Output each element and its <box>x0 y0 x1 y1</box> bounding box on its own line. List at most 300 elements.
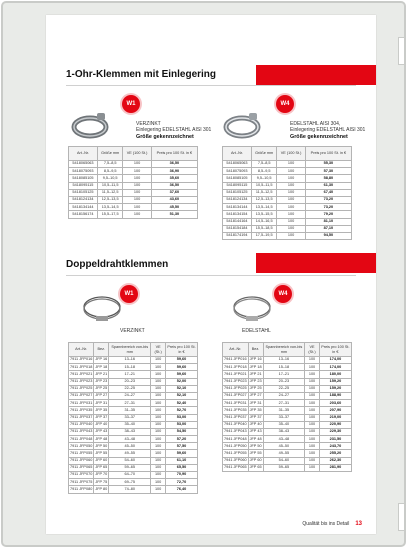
table-cell: 7941 JFP016 <box>223 357 249 364</box>
table-cell: 7911 JFP037 <box>69 414 94 421</box>
table-cell: JFP 21 <box>94 371 109 378</box>
table-cell: 13,5–15,5 <box>251 211 276 218</box>
table-cell: 54,50 <box>166 428 198 435</box>
table-cell: 45,50 <box>151 204 197 211</box>
table-cell: 33–37 <box>109 414 151 421</box>
table-cell: 49–55 <box>263 450 305 457</box>
table-cell: 5418065063 <box>69 161 98 168</box>
table-cell: JFP 35 <box>248 407 263 414</box>
table-cell: 65,50 <box>166 464 198 471</box>
catalog-page <box>46 15 376 534</box>
table-cell: 13,5–14,5 <box>251 204 276 211</box>
table-row <box>69 486 198 493</box>
table-cell: 100 <box>305 436 320 443</box>
table-cell: 72,70 <box>166 479 198 486</box>
table-header-cell: VE (100 St.) <box>123 147 151 161</box>
table-cell: 35–40 <box>263 421 305 428</box>
table-row <box>69 464 198 471</box>
table-cell: 7941 JFP025 <box>223 385 249 392</box>
table-row <box>69 371 198 378</box>
table-header-cell: VE (100 St.) <box>277 147 305 161</box>
table-cell: JFP 40 <box>94 421 109 428</box>
table-cell: 22–25 <box>109 385 151 392</box>
table-cell: 7941 JFP065 <box>223 464 249 471</box>
table-cell: 7941 JFP060 <box>223 457 249 464</box>
table-cell: JFP 18 <box>94 364 109 371</box>
table-cell: 43,60 <box>151 196 197 203</box>
section2-right-badge: W4 <box>274 285 292 303</box>
table-header-cell: Preis pro 100 St. in € <box>305 147 351 161</box>
table-cell: 5418124134 <box>223 196 252 203</box>
table-cell: 100 <box>151 407 166 414</box>
table-row <box>69 385 198 392</box>
table-cell: 100 <box>305 443 320 450</box>
table-cell: 59,60 <box>166 371 198 378</box>
section1-red-bar <box>256 65 376 85</box>
table-cell: 12,5–13,5 <box>251 196 276 203</box>
table-header-cell: Art.-Nr. <box>223 343 249 357</box>
table-cell: 57,30 <box>305 168 351 175</box>
section1-left-line1: VERZINKT <box>136 121 161 127</box>
table-cell: 100 <box>277 232 305 239</box>
table-cell: 229,30 <box>319 428 351 435</box>
section2-rule <box>66 275 356 276</box>
table-cell: 7911 JFP075 <box>69 479 94 486</box>
section1-right-info <box>290 121 365 140</box>
table-cell: 24–27 <box>109 392 151 399</box>
footer-text: Qualität bis ins Detail <box>302 521 350 527</box>
section1-left-badge: W1 <box>122 95 140 113</box>
table-cell: 7911 JFP027 <box>69 392 94 399</box>
table-cell: JFP 25 <box>94 385 109 392</box>
table-cell: 15–18 <box>263 364 305 371</box>
table-cell: 35–40 <box>109 421 151 428</box>
table-cell: 58,80 <box>305 175 351 182</box>
table-cell: 100 <box>123 211 151 218</box>
table-header-cell: Bez. <box>248 343 263 357</box>
table-cell: 100 <box>277 182 305 189</box>
table-header-cell: Bez. <box>94 343 109 357</box>
table-row <box>69 428 198 435</box>
table-header-row <box>69 343 198 357</box>
table-cell: 9,5–10,5 <box>251 175 276 182</box>
section1-left-info <box>136 121 211 140</box>
table-cell: 79,20 <box>305 211 351 218</box>
table-cell: 100 <box>305 457 320 464</box>
table-row <box>69 450 198 457</box>
table-row <box>223 175 352 182</box>
table-cell: 27–31 <box>263 400 305 407</box>
table-cell: 7911 JFP043 <box>69 428 94 435</box>
table-cell: 100 <box>305 464 320 471</box>
table-cell: 57,20 <box>166 436 198 443</box>
table-cell: JFP 70 <box>94 472 109 479</box>
table-cell: 100 <box>151 464 166 471</box>
table-cell: 231,50 <box>319 436 351 443</box>
table-cell: 7911 JFP048 <box>69 436 94 443</box>
table-cell: JFP 55 <box>94 450 109 457</box>
table-cell: 33–37 <box>263 414 305 421</box>
table-cell: 51,30 <box>151 211 197 218</box>
table-cell: 61,30 <box>305 182 351 189</box>
table-cell: 13–16 <box>263 357 305 364</box>
table-cell: 7911 JFP055 <box>69 450 94 457</box>
table-cell: 100 <box>277 204 305 211</box>
page-footer <box>302 521 362 527</box>
page-number: 13 <box>355 521 362 527</box>
table-cell: 5418085105 <box>223 175 252 182</box>
table-cell: 7911 JFP050 <box>69 443 94 450</box>
ear-clamp-steel-icon <box>222 107 270 139</box>
table-cell: 100 <box>151 457 166 464</box>
table-cell: 203,60 <box>319 400 351 407</box>
table-cell: 100 <box>305 400 320 407</box>
table-cell: 5418124134 <box>69 196 98 203</box>
table-cell: 100 <box>305 428 320 435</box>
table-header-cell: VE (St.) <box>151 343 166 357</box>
table-row <box>69 392 198 399</box>
table-row <box>69 472 198 479</box>
table-cell: 5418105125 <box>223 189 252 196</box>
table-cell: 100 <box>277 168 305 175</box>
sleeve-tab-top[interactable] <box>398 37 404 65</box>
table-cell: JFP 43 <box>248 428 263 435</box>
table-row <box>223 457 352 464</box>
table-row <box>69 168 198 175</box>
table-row <box>69 436 198 443</box>
table-cell: 100 <box>151 357 166 364</box>
table-cell: 7941 JFP043 <box>223 428 249 435</box>
table-cell: 36,50 <box>151 161 197 168</box>
table-cell: 59,60 <box>166 364 198 371</box>
table-cell: 15,5–17,5 <box>97 211 122 218</box>
table-cell: 7941 JFP023 <box>223 378 249 385</box>
table-row <box>69 400 198 407</box>
table-row <box>223 232 352 239</box>
table-cell: 7941 JFP027 <box>223 392 249 399</box>
table-cell: 100 <box>277 161 305 168</box>
section1-left-table <box>68 146 198 219</box>
table-cell: JFP 60 <box>94 457 109 464</box>
table-cell: 100 <box>123 189 151 196</box>
table-row <box>69 421 198 428</box>
table-cell: 5418065063 <box>223 161 252 168</box>
table-cell: 59–65 <box>263 464 305 471</box>
table-cell: 7911 JFP025 <box>69 385 94 392</box>
section1-left-line3: Größe gekennzeichnet <box>136 133 194 140</box>
table-cell: JFP 40 <box>248 421 263 428</box>
table-cell: 159,20 <box>319 385 351 392</box>
table-row <box>223 211 352 218</box>
table-row <box>69 443 198 450</box>
sleeve-tab-bottom[interactable] <box>398 503 404 531</box>
table-row <box>223 421 352 428</box>
table-cell: JFP 27 <box>248 392 263 399</box>
table-cell: 53,00 <box>166 414 198 421</box>
table-cell: 100 <box>151 414 166 421</box>
table-cell: 38–43 <box>109 428 151 435</box>
table-cell: 100 <box>305 385 320 392</box>
table-cell: 100 <box>123 161 151 168</box>
table-cell: 100 <box>123 168 151 175</box>
table-header-cell: Größe mm <box>251 147 276 161</box>
table-header-cell: Spannbereich von-bis mm <box>263 343 305 357</box>
table-cell: 7911 JFP023 <box>69 378 94 385</box>
table-cell: 174,00 <box>319 364 351 371</box>
table-cell: 7911 JFP031 <box>69 400 94 407</box>
table-cell: 5418154184 <box>223 225 252 232</box>
table-row <box>223 364 352 371</box>
table-cell: 7941 JFP037 <box>223 414 249 421</box>
table-cell: 219,00 <box>319 414 351 421</box>
table-cell: 100 <box>305 364 320 371</box>
table-cell: 5418134144 <box>69 204 98 211</box>
table-cell: 81,10 <box>305 218 351 225</box>
table-cell: 5418095115 <box>69 182 98 189</box>
table-cell: 100 <box>151 443 166 450</box>
table-cell: 100 <box>151 371 166 378</box>
table-cell: 100 <box>123 175 151 182</box>
table-cell: 5418075093 <box>223 168 252 175</box>
section1-left-line2: Einlegering EDELSTAHL AISI 301 <box>136 127 212 134</box>
table-cell: 100 <box>277 218 305 225</box>
table-cell: 87,10 <box>305 225 351 232</box>
table-cell: 11,5–12,5 <box>97 189 122 196</box>
table-cell: 100 <box>277 225 305 232</box>
table-header-cell: Größe mm <box>97 147 122 161</box>
table-row <box>223 428 352 435</box>
table-cell: 7941 JFP055 <box>223 450 249 457</box>
table-row <box>223 189 352 196</box>
table-cell: 5418075093 <box>69 168 98 175</box>
table-cell: JFP 37 <box>248 414 263 421</box>
table-cell: 11,5–12,5 <box>251 189 276 196</box>
table-cell: 100 <box>123 204 151 211</box>
table-cell: 100 <box>151 400 166 407</box>
section1-title: 1-Ohr-Klemmen mit Einlegering <box>66 69 217 80</box>
table-cell: 52,10 <box>166 385 198 392</box>
table-cell: 54–60 <box>263 457 305 464</box>
table-cell: 100 <box>123 196 151 203</box>
table-cell: 100 <box>305 371 320 378</box>
section2-right-label: EDELSTAHL <box>242 328 271 334</box>
table-cell: 7941 JFP040 <box>223 421 249 428</box>
table-cell: 220,90 <box>319 421 351 428</box>
section2-title: Doppeldrahtklemmen <box>66 259 169 270</box>
table-cell: 5418144164 <box>223 218 252 225</box>
table-cell: 13–16 <box>109 357 151 364</box>
table-cell: 49–55 <box>109 450 151 457</box>
table-cell: 100 <box>277 175 305 182</box>
table-row <box>223 168 352 175</box>
table-row <box>69 204 198 211</box>
table-cell: 100 <box>305 357 320 364</box>
table-cell: 5418156174 <box>69 211 98 218</box>
table-cell: 74–80 <box>109 486 151 493</box>
table-cell: 174,00 <box>319 357 351 364</box>
table-cell: 243,70 <box>319 443 351 450</box>
table-row <box>69 182 198 189</box>
table-cell: 8,5–9,5 <box>251 168 276 175</box>
table-row <box>223 443 352 450</box>
table-cell: 262,30 <box>319 457 351 464</box>
table-cell: 70,90 <box>166 472 198 479</box>
table-cell: JFP 80 <box>94 486 109 493</box>
table-cell: 35,60 <box>151 175 197 182</box>
double-wire-clamp-zinc-icon <box>80 291 126 325</box>
table-header-cell: Preis pro 100 St. in € <box>319 343 351 357</box>
table-cell: 100 <box>151 479 166 486</box>
table-row <box>223 371 352 378</box>
table-cell: 43–48 <box>109 436 151 443</box>
table-header-cell: Spannbereich von-bis mm <box>109 343 151 357</box>
table-cell: 180,00 <box>319 371 351 378</box>
table-cell: 17,5–19,5 <box>251 232 276 239</box>
table-cell: 7941 JFP018 <box>223 364 249 371</box>
table-header-row <box>223 343 352 357</box>
table-cell: JFP 48 <box>94 436 109 443</box>
table-cell: 57,50 <box>166 443 198 450</box>
table-header-cell: Art.-Nr. <box>223 147 252 161</box>
table-cell: 255,20 <box>319 450 351 457</box>
table-cell: 14,5–16,5 <box>251 218 276 225</box>
table-row <box>69 175 198 182</box>
table-row <box>223 196 352 203</box>
table-cell: 69–75 <box>109 479 151 486</box>
table-cell: 52,40 <box>166 400 198 407</box>
table-cell: 53,00 <box>166 421 198 428</box>
table-header-cell: Preis pro 100 St. in € <box>166 343 198 357</box>
table-cell: JFP 50 <box>248 443 263 450</box>
table-row <box>69 357 198 364</box>
table-cell: JFP 23 <box>248 378 263 385</box>
section1-right-line3: Größe gekennzeichnet <box>290 133 348 140</box>
table-cell: JFP 50 <box>94 443 109 450</box>
section2-left-table <box>68 342 198 494</box>
table-row <box>69 407 198 414</box>
table-cell: 64–70 <box>109 472 151 479</box>
table-cell: 17–21 <box>263 371 305 378</box>
table-cell: 22–25 <box>263 385 305 392</box>
table-header-row <box>223 147 352 161</box>
section2-red-bar <box>256 253 376 273</box>
table-row <box>223 225 352 232</box>
table-cell: 7941 JFP021 <box>223 371 249 378</box>
table-cell: 100 <box>277 211 305 218</box>
table-cell: 59–65 <box>109 464 151 471</box>
table-cell: 5418174194 <box>223 232 252 239</box>
table-cell: 59,60 <box>166 450 198 457</box>
table-cell: 36,90 <box>151 168 197 175</box>
table-cell: 7911 JFP065 <box>69 464 94 471</box>
ear-clamp-zinc-icon <box>70 107 118 139</box>
double-wire-clamp-steel-icon <box>230 291 276 325</box>
table-cell: 100 <box>305 392 320 399</box>
table-cell: 100 <box>123 182 151 189</box>
table-row <box>69 479 198 486</box>
table-cell: 100 <box>277 196 305 203</box>
section1-right-line1: EDELSTAHL AISI 304, <box>290 121 341 127</box>
table-cell: 5418134154 <box>223 211 252 218</box>
table-cell: 43–48 <box>263 436 305 443</box>
table-cell: 10,5–11,5 <box>251 182 276 189</box>
table-row <box>223 464 352 471</box>
table-cell: JFP 25 <box>248 385 263 392</box>
table-cell: 100 <box>151 364 166 371</box>
table-cell: 15–18 <box>109 364 151 371</box>
table-cell: 36,50 <box>151 182 197 189</box>
table-cell: JFP 21 <box>248 371 263 378</box>
table-header-cell: Art.-Nr. <box>69 147 98 161</box>
table-row <box>223 218 352 225</box>
table-cell: 7911 JFP080 <box>69 486 94 493</box>
table-cell: JFP 43 <box>94 428 109 435</box>
table-cell: JFP 27 <box>94 392 109 399</box>
table-cell: 61,10 <box>166 457 198 464</box>
table-header-cell: Art.-Nr. <box>69 343 94 357</box>
table-header-cell: Preis pro 100 St. in € <box>151 147 197 161</box>
table-cell: 7941 JFP050 <box>223 443 249 450</box>
table-cell: 45–50 <box>109 443 151 450</box>
table-cell: 159,20 <box>319 378 351 385</box>
table-cell: JFP 75 <box>94 479 109 486</box>
table-cell: 7911 JFP021 <box>69 371 94 378</box>
table-cell: 10,5–11,5 <box>97 182 122 189</box>
table-cell: 24–27 <box>263 392 305 399</box>
table-row <box>223 414 352 421</box>
table-cell: 37,60 <box>151 189 197 196</box>
table-row <box>223 161 352 168</box>
table-cell: 94,50 <box>305 232 351 239</box>
table-cell: 20–23 <box>263 378 305 385</box>
table-cell: 7911 JFP070 <box>69 472 94 479</box>
table-cell: 5418105125 <box>69 189 98 196</box>
table-cell: 55,30 <box>305 161 351 168</box>
table-cell: 100 <box>151 378 166 385</box>
table-cell: 100 <box>277 189 305 196</box>
table-cell: JFP 60 <box>248 457 263 464</box>
table-cell: 17–21 <box>109 371 151 378</box>
table-cell: JFP 23 <box>94 378 109 385</box>
table-cell: JFP 37 <box>94 414 109 421</box>
section2-left-label: VERZINKT <box>120 328 145 334</box>
table-cell: 7911 JFP060 <box>69 457 94 464</box>
table-cell: 100 <box>305 414 320 421</box>
table-cell: 38–43 <box>263 428 305 435</box>
table-cell: 100 <box>151 436 166 443</box>
table-cell: 31–35 <box>109 407 151 414</box>
table-cell: 20–23 <box>109 378 151 385</box>
table-cell: JFP 18 <box>248 364 263 371</box>
table-cell: 100 <box>151 428 166 435</box>
table-row <box>223 436 352 443</box>
table-row <box>69 364 198 371</box>
section2-left-badge: W1 <box>120 285 138 303</box>
table-cell: 100 <box>305 378 320 385</box>
table-cell: JFP 31 <box>248 400 263 407</box>
table-cell: 100 <box>151 450 166 457</box>
table-cell: 7911 JFP018 <box>69 364 94 371</box>
section1-rule <box>66 85 356 86</box>
table-row <box>223 392 352 399</box>
table-cell: 45–50 <box>263 443 305 450</box>
table-cell: 100 <box>151 392 166 399</box>
table-cell: JFP 35 <box>94 407 109 414</box>
section2-right-table <box>222 342 352 472</box>
table-row <box>69 378 198 385</box>
table-row <box>223 400 352 407</box>
table-cell: JFP 65 <box>94 464 109 471</box>
